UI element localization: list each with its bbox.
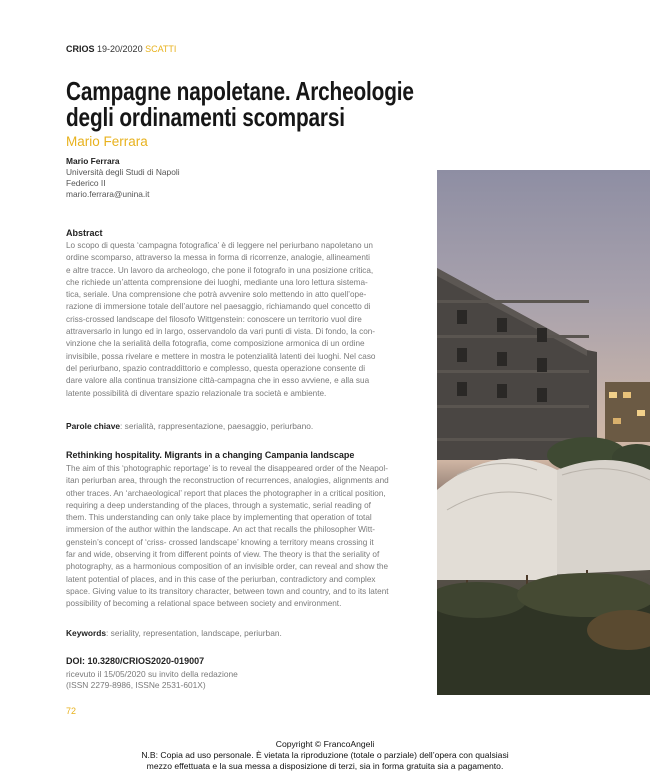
text-line: The aim of this ‘photographic reportage’ is to reveal the disappeared order of the Neapol-	[66, 464, 388, 473]
english-abstract-text	[66, 463, 426, 611]
text-line: other traces. An ‘archaeological’ report that places the photographer in a critical position,	[66, 488, 386, 498]
title-line: Campagne napoletane. Archeologie	[66, 76, 414, 106]
usage-notice-line2: mezzo effettuata e la sua messa a disposizione di terzi, sia in forma gratuita sia a pagamento.	[146, 761, 504, 771]
text-line: tica, seriale. Una comprensione che potrà avvenire solo mettendo in atto quell’ope-	[66, 290, 367, 300]
keywords-label: Parole chiave	[66, 421, 121, 431]
photo-illustration	[437, 170, 650, 695]
text-line: vinzione che la serialità della fotografia, come composizione armonica di un ordine	[66, 339, 365, 349]
text-line: genstein’s concept of ‘criss- crossed landscape’ knowing a territory means crossing it	[66, 537, 374, 547]
usage-notice-line1: N.B: Copia ad uso personale. È vietata la riproduzione (totale o parziale) dell’opera con qualsiasi	[141, 750, 509, 760]
text-line: che richiede un’attenta comprensione dei luoghi, mediante una loro lettura sistema-	[66, 277, 368, 287]
text-line: attraversarlo in lungo ed in largo, osservandolo da vari punti di vista. Di fondo, la con-	[66, 327, 376, 337]
text-line: immersion of the author within the landscape. An act that recalls the philosopher Witt-	[66, 525, 376, 535]
abstract-text	[66, 240, 426, 400]
text-line: them. This understanding can only take place by implementing that operation of total	[66, 513, 372, 523]
journal-issue: 19-20/2020	[97, 44, 143, 54]
received-info	[66, 669, 238, 692]
text-line: latent potential of places, and in this case of the periurban, contradictory and complex	[66, 574, 376, 584]
keywords-values: : seriality, representation, landscape, periurban.	[106, 628, 282, 638]
copyright-notice: Copyright © FrancoAngeli	[275, 739, 375, 749]
doi: DOI: 10.3280/CRIOS2020-019007	[66, 656, 205, 666]
abstract-keywords	[66, 421, 313, 431]
issn-line: (ISSN 2279-8986, ISSNe 2531-601X)	[66, 680, 206, 691]
english-heading: Rethinking hospitality. Migrants in a changing Campania landscape	[66, 450, 355, 460]
text-line: latente possibilità di diventare spazio relazionale tra società e ambiente.	[66, 388, 327, 398]
english-keywords	[66, 628, 282, 638]
text-line: itan periurban area, through the reconstruction of recurrences, analogies, alignments and	[66, 476, 389, 486]
article-title	[66, 76, 414, 132]
keywords-label: Keywords	[66, 628, 107, 638]
text-line: far and wide, observing it from different points of view. The theory is that the seriality of	[66, 550, 380, 560]
text-line: del periurbano, spazio contraddittorio e complesso, questa operazione consente di	[66, 363, 366, 373]
text-line: ordine scomparso, attraverso la messa in forma di ricorrenze, analogie, allineamenti	[66, 253, 370, 263]
title-line: degli ordinamenti scomparsi	[66, 102, 345, 132]
keywords-values: : serialità, rappresentazione, paesaggio, periurbano.	[120, 421, 314, 431]
text-line: space. Giving value to its transitory character, between town and country, and to its latent	[66, 586, 389, 596]
author-email: mario.ferrara@unina.it	[66, 189, 150, 199]
page-number: 72	[66, 706, 77, 716]
received-line: ricevuto il 15/05/2020 su invito della redazione	[66, 669, 238, 679]
text-line: e altre tracce. Un lavoro da archeologo, che pone il fotografo in una posizione critica,	[66, 265, 374, 275]
text-line: criss-crossed landscape del filosofo Wittgenstein: conoscere un territorio vuol dire	[66, 314, 362, 324]
landscape-photo	[437, 170, 650, 695]
text-line: requiring a deep understanding of the places, through a systematic, serial reading of	[66, 500, 371, 510]
text-line: photography, as a harmonious composition of an invisible order, can reveal and show the	[66, 562, 389, 572]
text-line: invisibile, possa rivelare e mettere in mostra le potenzialità latenti dei luoghi. Nel caso	[66, 351, 376, 361]
author-display: Mario Ferrara	[66, 134, 148, 149]
text-line: razione di immersione totale dell’autore nel paesaggio, richiamando quel concetto di	[66, 302, 371, 312]
text-line: dare valore alla continua transizione città-campagna che in esso avviene, e alla sua	[66, 376, 370, 386]
affiliation-line: Federico II	[66, 178, 106, 188]
text-line: Lo scopo di questa ‘campagna fotografica’ è di leggere nel periurbano napoletano un	[66, 241, 373, 250]
abstract-heading: Abstract	[66, 228, 103, 238]
affiliation-line: Università degli Studi di Napoli	[66, 167, 180, 177]
author-affiliation	[66, 156, 180, 200]
journal-name: CRIOS	[66, 44, 95, 54]
journal-header	[66, 44, 176, 54]
section-name: SCATTI	[145, 44, 177, 54]
author-name: Mario Ferrara	[66, 156, 120, 166]
text-line: possibility of becoming a relational space between society and environment.	[66, 599, 342, 609]
